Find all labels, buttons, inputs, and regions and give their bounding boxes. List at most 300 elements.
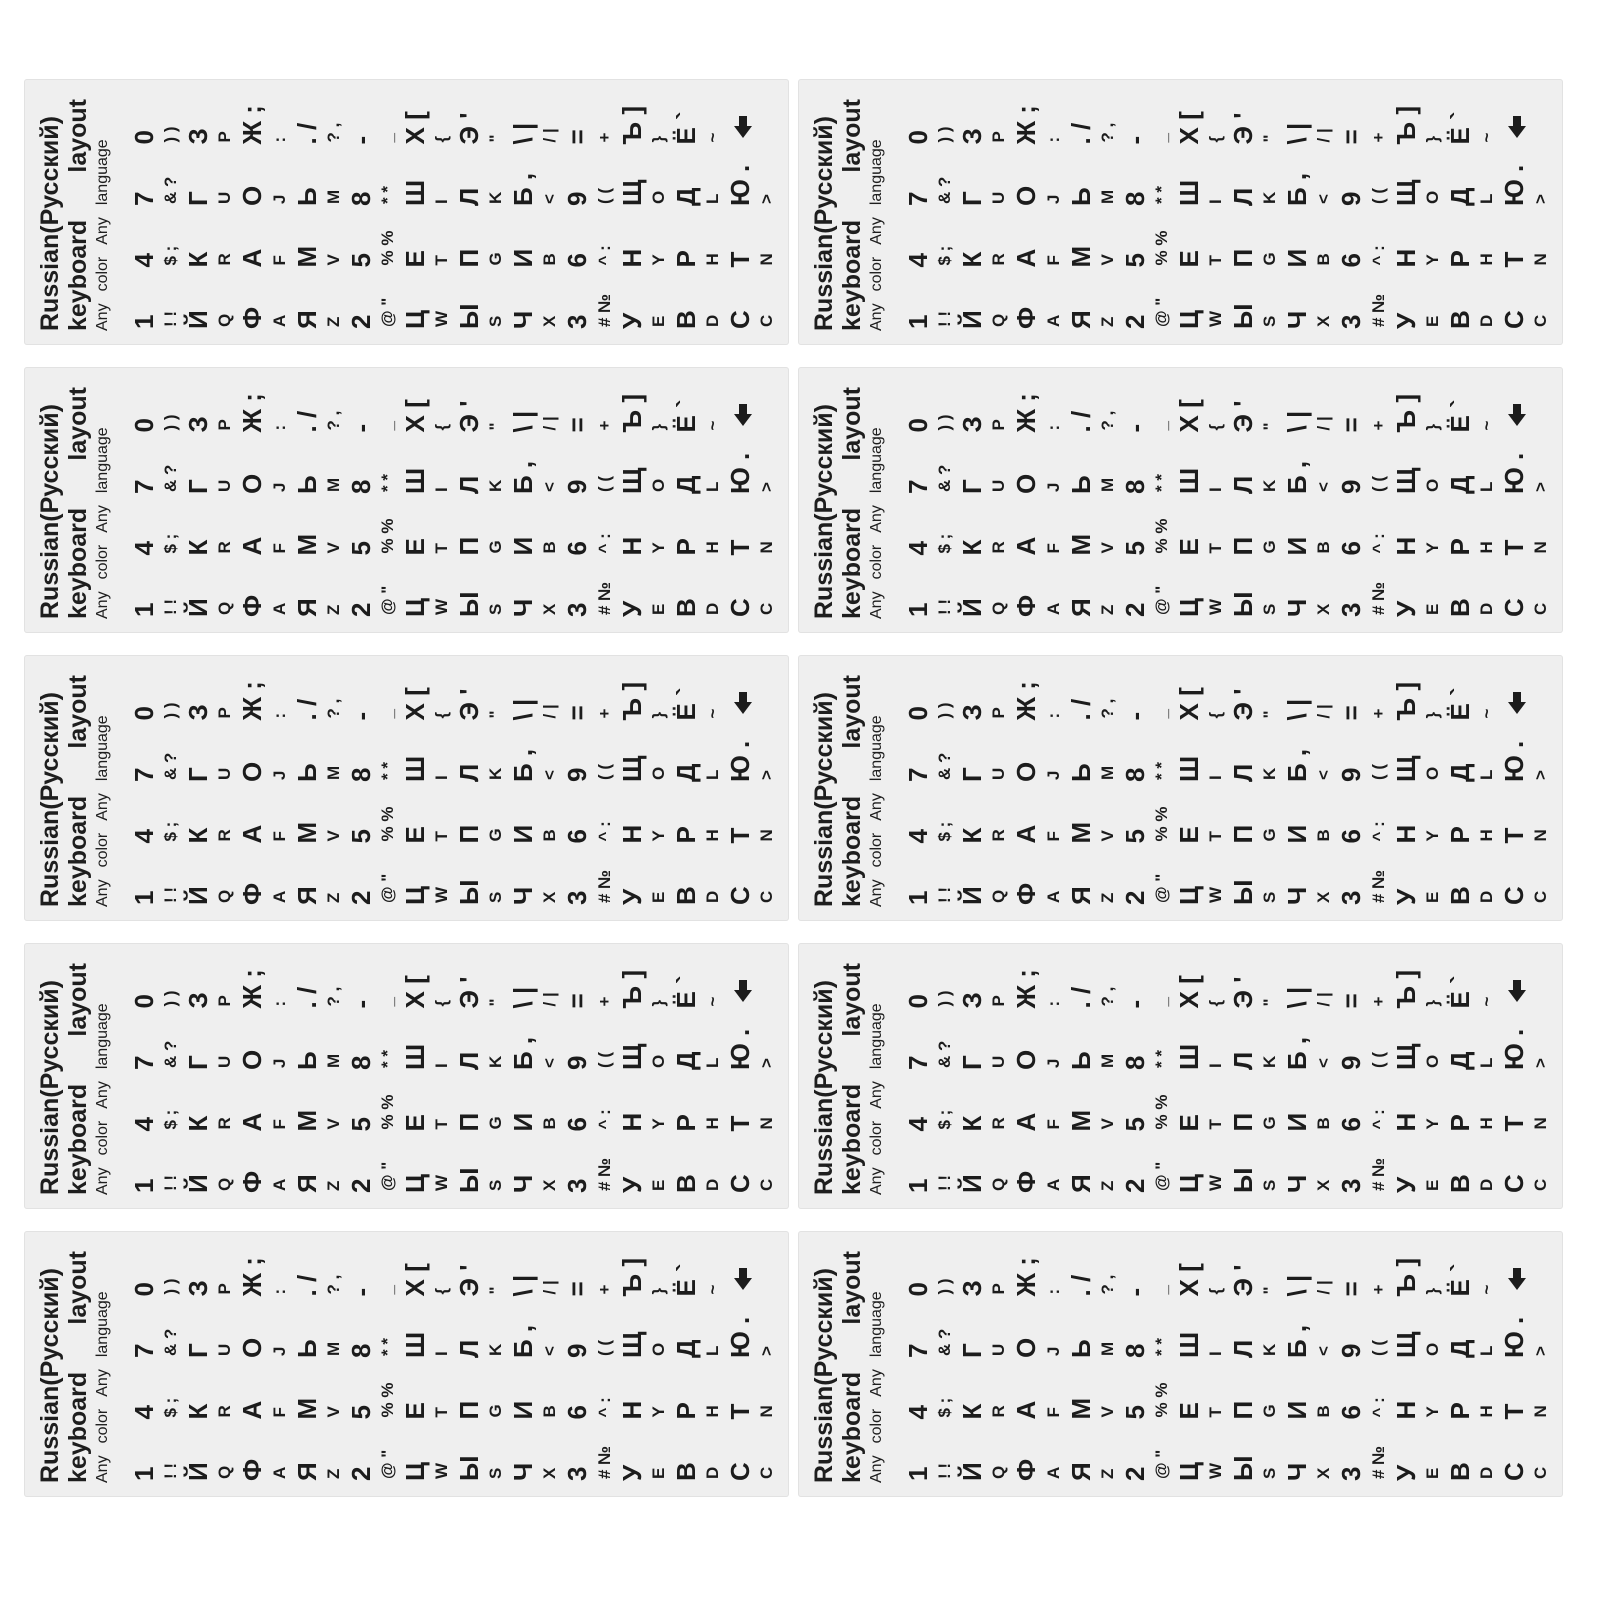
note-word: Any bbox=[93, 505, 111, 533]
key-cyrillic-char: Щ bbox=[1390, 467, 1421, 494]
key-cyrillic-char: 7 bbox=[903, 767, 933, 782]
note-word: Any bbox=[93, 793, 111, 821]
key-cyrillic-char: \ | bbox=[508, 698, 539, 721]
key-cyrillic-char: Г bbox=[183, 479, 214, 494]
key-latin-char: P bbox=[989, 1283, 1009, 1295]
key-label bbox=[454, 439, 508, 501]
key-latin-char: G bbox=[1260, 828, 1280, 842]
sticker-rotated-content bbox=[798, 1231, 1563, 1497]
subtitle-left: keyboard bbox=[837, 507, 866, 619]
key-cyrillic-char: 7 bbox=[129, 1343, 159, 1358]
key-label bbox=[454, 1303, 508, 1365]
key-latin-char: % % bbox=[1151, 518, 1171, 554]
key-cyrillic-char: 3 bbox=[562, 314, 593, 329]
key-label bbox=[617, 665, 671, 727]
key-cyrillic-char: Х [ bbox=[1173, 111, 1204, 145]
key-label bbox=[1120, 1076, 1174, 1138]
key-latin-char: $ ; bbox=[935, 533, 955, 554]
key-cyrillic-char: Б , bbox=[508, 748, 539, 782]
key-cyrillic-char: 5 bbox=[345, 253, 376, 268]
key-label bbox=[671, 1426, 725, 1488]
key-latin-char: $ ; bbox=[161, 1109, 181, 1130]
subtitle-left: keyboard bbox=[837, 219, 866, 331]
key-label bbox=[1066, 1364, 1120, 1426]
key-label bbox=[454, 788, 508, 850]
key-label bbox=[400, 1364, 454, 1426]
key-latin-char: _ bbox=[1151, 133, 1171, 143]
key-label bbox=[1066, 788, 1120, 850]
key-latin-char: Z bbox=[323, 892, 343, 903]
key-latin-char: M bbox=[1097, 477, 1117, 492]
sticker-title: Russian(Русский) bbox=[35, 692, 64, 907]
key-cyrillic-char: Н bbox=[1390, 824, 1421, 844]
key-latin-char: < bbox=[1314, 770, 1334, 780]
key-latin-char: N bbox=[1531, 541, 1550, 554]
sticker-rotated-content bbox=[24, 79, 789, 345]
key-cyrillic-char: 6 bbox=[562, 1405, 593, 1420]
key-cyrillic-char: 0 bbox=[903, 1282, 933, 1297]
key-cyrillic-char: Ю . bbox=[1498, 740, 1529, 782]
key-cyrillic-char: Н bbox=[1390, 1400, 1421, 1420]
key-label bbox=[671, 562, 725, 624]
key-latin-char: N bbox=[1531, 253, 1550, 266]
key-label bbox=[1120, 274, 1174, 336]
key-latin-char: % % bbox=[377, 230, 397, 266]
key-label bbox=[400, 212, 454, 274]
key-label bbox=[1120, 89, 1174, 151]
key-latin-char: M bbox=[1097, 1341, 1117, 1356]
key-cyrillic-char: Ю . bbox=[724, 740, 755, 782]
key-label bbox=[237, 788, 291, 850]
key-latin-char: A bbox=[1043, 602, 1063, 615]
key-label bbox=[1174, 1364, 1228, 1426]
key-label bbox=[400, 1303, 454, 1365]
key-latin-char: X bbox=[1314, 891, 1334, 903]
key-cyrillic-char: 9 bbox=[562, 191, 593, 206]
key-cyrillic-char: П bbox=[454, 824, 484, 844]
key-latin-char: W bbox=[432, 598, 451, 615]
sticker-subtitle bbox=[63, 675, 92, 907]
key-cyrillic-char: А bbox=[1011, 536, 1042, 556]
key-cyrillic-char: Л bbox=[454, 475, 484, 494]
key-label bbox=[1228, 151, 1282, 213]
sticker-subtitle bbox=[837, 963, 866, 1195]
key-label bbox=[562, 1364, 616, 1426]
key-label bbox=[129, 562, 183, 624]
key-cyrillic-char: Х [ bbox=[1173, 975, 1204, 1009]
key-latin-char: L bbox=[1476, 769, 1496, 780]
key-latin-char: A bbox=[1043, 314, 1063, 327]
key-cyrillic-char: Э ' bbox=[1228, 112, 1258, 145]
key-cyrillic-char: - bbox=[1119, 999, 1150, 1009]
key-label bbox=[454, 1076, 508, 1138]
key-label bbox=[617, 562, 671, 624]
key-latin-char: ) ) bbox=[935, 126, 955, 143]
key-latin-char: M bbox=[323, 477, 343, 492]
keyboard-sticker-sheet bbox=[24, 655, 789, 921]
key-cyrillic-char: 7 bbox=[903, 1055, 933, 1070]
key-label bbox=[1499, 727, 1553, 789]
key-latin-char: P bbox=[215, 419, 235, 431]
key-cyrillic-char: Ч bbox=[1282, 310, 1313, 329]
key-cyrillic-char: Г bbox=[957, 191, 988, 206]
key-label bbox=[1391, 562, 1445, 624]
key-cyrillic-char: В bbox=[1444, 310, 1475, 329]
key-label bbox=[508, 850, 562, 912]
key-cyrillic-char: Д bbox=[670, 187, 701, 206]
key-cyrillic-char: Й bbox=[957, 310, 988, 329]
key-cyrillic-char: Д bbox=[670, 763, 701, 782]
keyboard-sticker-sheet bbox=[24, 943, 789, 1209]
key-label bbox=[1174, 1076, 1228, 1138]
sticker-note bbox=[869, 79, 885, 331]
key-label bbox=[1066, 727, 1120, 789]
key-cyrillic-char: 2 bbox=[1119, 602, 1150, 617]
key-label-grid bbox=[129, 79, 779, 345]
sticker-header bbox=[798, 655, 898, 921]
key-cyrillic-char: Ц bbox=[1173, 598, 1204, 617]
key-label bbox=[1499, 377, 1553, 439]
subtitle-right: layout bbox=[63, 387, 92, 461]
key-cyrillic-char: О bbox=[237, 473, 268, 494]
key-cyrillic-char: В bbox=[1444, 1174, 1475, 1193]
sticker-note bbox=[95, 943, 111, 1195]
key-label bbox=[957, 1426, 1011, 1488]
key-label bbox=[903, 89, 957, 151]
key-label bbox=[346, 1241, 400, 1303]
keyboard-sticker-sheet bbox=[798, 655, 1563, 921]
key-cyrillic-char: Г bbox=[957, 767, 988, 782]
key-label bbox=[725, 727, 779, 789]
key-latin-char: E bbox=[1422, 1179, 1442, 1191]
key-cyrillic-char: Т bbox=[1498, 1403, 1529, 1420]
key-cyrillic-char: Р bbox=[670, 1114, 701, 1132]
key-latin-char: W bbox=[432, 1174, 451, 1191]
key-latin-char: O bbox=[648, 1342, 668, 1356]
key-latin-char: ( ( bbox=[1368, 763, 1388, 780]
key-label bbox=[1174, 1015, 1228, 1077]
key-cyrillic-char: П bbox=[1228, 248, 1258, 268]
key-label bbox=[1120, 1364, 1174, 1426]
key-latin-char: B bbox=[540, 829, 560, 842]
key-latin-char: L bbox=[702, 193, 722, 204]
key-latin-char: Z bbox=[323, 316, 343, 327]
key-cyrillic-char: Ё ` bbox=[1444, 975, 1475, 1009]
key-cyrillic-char: А bbox=[237, 1112, 268, 1132]
key-latin-char: D bbox=[1476, 890, 1496, 903]
key-cyrillic-char: А bbox=[1011, 1112, 1042, 1132]
key-latin-char: & ? bbox=[935, 1040, 955, 1068]
key-label bbox=[725, 212, 779, 274]
keyboard-sticker-sheet bbox=[24, 79, 789, 345]
key-cyrillic-char: Ь bbox=[1065, 1339, 1096, 1358]
key-latin-char: _ bbox=[1151, 421, 1171, 431]
key-cyrillic-char: 9 bbox=[1336, 479, 1367, 494]
key-label bbox=[1499, 850, 1553, 912]
key-label bbox=[454, 500, 508, 562]
key-label bbox=[1011, 727, 1065, 789]
key-label bbox=[1011, 953, 1065, 1015]
key-cyrillic-char: С bbox=[724, 1462, 755, 1481]
key-cyrillic-char: Т bbox=[724, 539, 755, 556]
key-latin-char: A bbox=[1043, 890, 1063, 903]
key-cyrillic-char: Л bbox=[454, 1339, 484, 1358]
key-label bbox=[454, 850, 508, 912]
key-latin-char: Z bbox=[1097, 892, 1117, 903]
key-label bbox=[1011, 1015, 1065, 1077]
key-cyrillic-char: Т bbox=[724, 827, 755, 844]
key-latin-char: E bbox=[648, 1179, 668, 1191]
key-latin-char: / | bbox=[1314, 416, 1334, 431]
key-latin-char: % % bbox=[377, 1382, 397, 1418]
key-cyrillic-char: 2 bbox=[345, 602, 376, 617]
key-label bbox=[1011, 274, 1065, 336]
note-word: Any bbox=[93, 217, 111, 245]
key-cyrillic-char: Ы bbox=[454, 879, 484, 905]
key-latin-char: V bbox=[1097, 254, 1117, 266]
key-label bbox=[1282, 1076, 1336, 1138]
key-cyrillic-char: 4 bbox=[903, 253, 933, 268]
key-label bbox=[562, 850, 616, 912]
key-label bbox=[1282, 377, 1336, 439]
key-latin-char: Q bbox=[989, 1465, 1009, 1479]
key-label bbox=[129, 500, 183, 562]
key-latin-char: R bbox=[215, 253, 235, 266]
key-label bbox=[292, 665, 346, 727]
key-label bbox=[1228, 1076, 1282, 1138]
key-label bbox=[346, 1426, 400, 1488]
key-cyrillic-char: И bbox=[508, 1400, 539, 1420]
key-latin-char: E bbox=[1422, 603, 1442, 615]
sticker-rotated-content bbox=[24, 1231, 789, 1497]
key-cyrillic-char: И bbox=[1282, 824, 1313, 844]
sticker-rotated-content bbox=[24, 367, 789, 633]
key-label bbox=[237, 953, 291, 1015]
key-latin-char: C bbox=[757, 1466, 776, 1479]
key-cyrillic-char: Ч bbox=[1282, 886, 1313, 905]
key-label bbox=[725, 274, 779, 336]
key-cyrillic-char: Б , bbox=[1282, 460, 1313, 494]
key-cyrillic-char: Ы bbox=[454, 1167, 484, 1193]
key-cyrillic-char: И bbox=[1282, 1112, 1313, 1132]
subtitle-left: keyboard bbox=[63, 1083, 92, 1195]
key-cyrillic-char: Ш bbox=[1173, 1331, 1204, 1358]
key-latin-char: K bbox=[1260, 767, 1280, 780]
key-latin-char: R bbox=[989, 541, 1009, 554]
key-label bbox=[346, 439, 400, 501]
key-cyrillic-char: Ъ ] bbox=[616, 394, 647, 433]
key-label bbox=[562, 1241, 616, 1303]
key-latin-char: $ ; bbox=[161, 1397, 181, 1418]
key-cyrillic-char: О bbox=[237, 185, 268, 206]
key-latin-char: I bbox=[432, 1063, 451, 1068]
key-cyrillic-char: Ь bbox=[291, 187, 322, 206]
key-label bbox=[671, 151, 725, 213]
key-cyrillic-char: М bbox=[291, 821, 322, 844]
sticker-note bbox=[869, 1231, 885, 1483]
key-label bbox=[1066, 1138, 1120, 1200]
key-latin-char: ! ! bbox=[161, 1462, 181, 1479]
key-label-grid bbox=[129, 655, 779, 921]
key-latin-char: Z bbox=[323, 604, 343, 615]
key-label bbox=[957, 439, 1011, 501]
key-label bbox=[129, 665, 183, 727]
key-cyrillic-char: Ц bbox=[1173, 1174, 1204, 1193]
key-label bbox=[617, 151, 671, 213]
key-cyrillic-char: Ъ ] bbox=[1390, 970, 1421, 1009]
key-cyrillic-char: К bbox=[183, 1115, 214, 1132]
key-latin-char: @ " bbox=[1151, 1449, 1171, 1479]
key-cyrillic-char: У bbox=[1390, 312, 1421, 329]
key-label bbox=[1120, 212, 1174, 274]
key-label bbox=[617, 212, 671, 274]
key-cyrillic-char: = bbox=[562, 993, 593, 1009]
key-label bbox=[671, 953, 725, 1015]
key-latin-char: U bbox=[215, 767, 235, 780]
key-latin-char: T bbox=[1206, 543, 1225, 554]
key-label bbox=[1228, 788, 1282, 850]
key-latin-char: W bbox=[1206, 1462, 1225, 1479]
key-label bbox=[1445, 788, 1499, 850]
key-label bbox=[292, 377, 346, 439]
key-latin-char: ~ bbox=[702, 420, 722, 431]
key-label bbox=[1499, 788, 1553, 850]
key-label bbox=[725, 1015, 779, 1077]
key-label bbox=[129, 953, 183, 1015]
key-cyrillic-char: М bbox=[291, 245, 322, 268]
key-label bbox=[1391, 1303, 1445, 1365]
key-latin-char: B bbox=[1314, 1405, 1334, 1418]
key-cyrillic-char: У bbox=[1390, 600, 1421, 617]
key-label bbox=[292, 1364, 346, 1426]
key-label bbox=[1445, 1364, 1499, 1426]
key-label bbox=[903, 562, 957, 624]
key-latin-char: E bbox=[1422, 1467, 1442, 1479]
key-label bbox=[183, 500, 237, 562]
note-word: Any bbox=[93, 303, 111, 331]
subtitle-right: layout bbox=[837, 675, 866, 749]
subtitle-right: layout bbox=[837, 99, 866, 173]
key-label bbox=[957, 151, 1011, 213]
key-cyrillic-char: 8 bbox=[1119, 191, 1150, 206]
key-label bbox=[725, 1303, 779, 1365]
key-label bbox=[562, 562, 616, 624]
key-cyrillic-char: Ю . bbox=[724, 1028, 755, 1070]
key-latin-char: V bbox=[1097, 830, 1117, 842]
key-latin-char: A bbox=[269, 1466, 289, 1479]
key-cyrillic-char: З bbox=[183, 128, 214, 145]
key-cyrillic-char: Д bbox=[1444, 187, 1475, 206]
key-cyrillic-char: = bbox=[562, 705, 593, 721]
key-cyrillic-char: К bbox=[957, 539, 988, 556]
key-cyrillic-char: П bbox=[1228, 1400, 1258, 1420]
key-latin-char: ^ : bbox=[594, 1109, 614, 1130]
key-latin-char: * * bbox=[377, 762, 397, 780]
key-latin-char: @ " bbox=[1151, 297, 1171, 327]
key-label bbox=[237, 1138, 291, 1200]
key-label bbox=[1066, 439, 1120, 501]
key-label bbox=[1445, 274, 1499, 336]
sticker-note bbox=[869, 943, 885, 1195]
key-cyrillic-char: Й bbox=[183, 886, 214, 905]
key-latin-char: : bbox=[1043, 712, 1063, 719]
key-latin-char: I bbox=[432, 1351, 451, 1356]
key-latin-char: " bbox=[486, 1286, 506, 1295]
key-label bbox=[1066, 1241, 1120, 1303]
key-label bbox=[1174, 1303, 1228, 1365]
key-cyrillic-char: Я bbox=[1065, 310, 1096, 329]
key-latin-char: R bbox=[215, 1117, 235, 1130]
key-latin-char: G bbox=[486, 828, 506, 842]
sticker-header bbox=[24, 655, 124, 921]
key-latin-char: Z bbox=[1097, 604, 1117, 615]
key-cyrillic-char: 0 bbox=[129, 706, 159, 721]
key-latin-char: & ? bbox=[935, 1328, 955, 1356]
key-label bbox=[725, 89, 779, 151]
key-label-grid bbox=[903, 367, 1553, 633]
key-latin-char: R bbox=[989, 1405, 1009, 1418]
key-cyrillic-char: Ы bbox=[1228, 1455, 1258, 1481]
key-label bbox=[1445, 1138, 1499, 1200]
key-cyrillic-char: Ч bbox=[1282, 1174, 1313, 1193]
key-latin-char: K bbox=[1260, 191, 1280, 204]
key-label bbox=[400, 1426, 454, 1488]
key-label bbox=[1499, 1015, 1553, 1077]
key-latin-char: / | bbox=[1314, 1280, 1334, 1295]
key-cyrillic-char: Л bbox=[1228, 763, 1258, 782]
key-label bbox=[957, 1303, 1011, 1365]
key-cyrillic-char: \ | bbox=[1282, 1274, 1313, 1297]
key-latin-char: } bbox=[1422, 711, 1442, 719]
key-label bbox=[617, 1138, 671, 1200]
key-latin-char: # № bbox=[1368, 1157, 1388, 1191]
key-cyrillic-char: С bbox=[1498, 1174, 1529, 1193]
key-latin-char: L bbox=[1476, 1057, 1496, 1068]
sticker-title: Russian(Русский) bbox=[35, 116, 64, 331]
key-label bbox=[1391, 1138, 1445, 1200]
key-cyrillic-char: Д bbox=[1444, 1339, 1475, 1358]
key-cyrillic-char: Ф bbox=[1011, 882, 1042, 905]
key-label bbox=[725, 665, 779, 727]
key-label bbox=[237, 439, 291, 501]
key-cyrillic-char: Е bbox=[399, 826, 430, 844]
key-cyrillic-char: 1 bbox=[129, 314, 159, 329]
key-label bbox=[346, 727, 400, 789]
key-label bbox=[1445, 212, 1499, 274]
sticker-rotated-content bbox=[24, 943, 789, 1209]
key-latin-char: ! ! bbox=[935, 598, 955, 615]
key-label bbox=[903, 151, 957, 213]
key-latin-char: B bbox=[540, 253, 560, 266]
key-label bbox=[346, 1303, 400, 1365]
key-latin-char: B bbox=[540, 1117, 560, 1130]
key-latin-char: + bbox=[1368, 132, 1388, 143]
key-label bbox=[346, 1138, 400, 1200]
key-latin-char: ~ bbox=[702, 1284, 722, 1295]
key-cyrillic-char: Ы bbox=[454, 1455, 484, 1481]
key-latin-char: S bbox=[1260, 1467, 1280, 1479]
key-latin-char: D bbox=[702, 1178, 722, 1191]
key-label bbox=[1336, 89, 1390, 151]
sticker-header bbox=[24, 79, 124, 345]
key-cyrillic-char: И bbox=[1282, 1400, 1313, 1420]
key-cyrillic-char: 3 bbox=[562, 1178, 593, 1193]
note-word: color bbox=[867, 256, 885, 292]
key-label bbox=[1445, 1303, 1499, 1365]
key-label bbox=[400, 953, 454, 1015]
key-cyrillic-char: С bbox=[1498, 1462, 1529, 1481]
key-label bbox=[292, 1303, 346, 1365]
